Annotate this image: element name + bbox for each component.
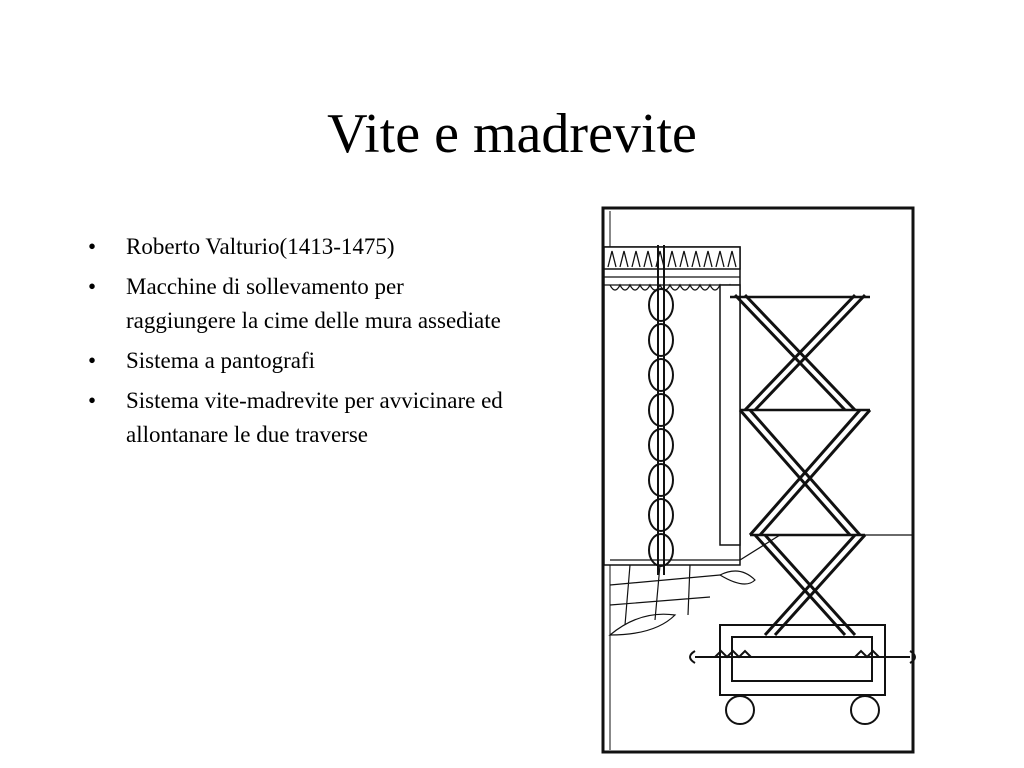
bullet-item: • Roberto Valturio(1413-1475) [88,230,518,264]
woodcut-illustration [600,205,916,755]
scissor-lift-illustration-icon [600,205,916,755]
slide-title: Vite e madrevite [327,103,697,165]
bullet-item: • Sistema a pantografi [88,344,518,378]
bullet-list [88,230,518,458]
bullet-item: • Macchine di sollevamento per raggiungere la cime delle mura assediate [88,270,518,338]
bullet-item: • Sistema vite-madrevite per avvicinare ed allontanare le due traverse [88,384,518,452]
